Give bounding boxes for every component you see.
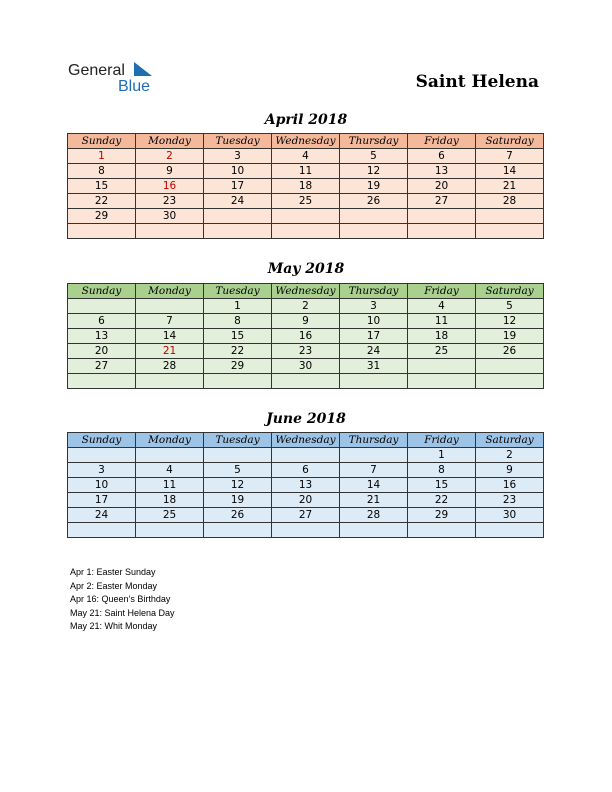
week-row <box>68 493 544 508</box>
day-cell: 10 <box>340 314 408 329</box>
day-cell <box>272 523 340 538</box>
day-cell <box>204 523 272 538</box>
week-row <box>68 448 544 463</box>
day-cell <box>476 224 544 239</box>
day-cell: 26 <box>476 344 544 359</box>
day-cell <box>68 523 136 538</box>
weekday-header: Saturday <box>476 433 544 448</box>
day-cell <box>408 523 476 538</box>
country-title: Saint Helena <box>415 72 539 92</box>
holiday-note: Apr 2: Easter Monday <box>70 580 158 591</box>
day-cell: 20 <box>68 344 136 359</box>
day-cell: 4 <box>272 149 340 164</box>
day-cell: 15 <box>408 478 476 493</box>
day-cell: 15 <box>68 179 136 194</box>
day-cell: 1 <box>68 149 136 164</box>
day-cell <box>272 209 340 224</box>
day-cell: 23 <box>136 194 204 209</box>
day-cell: 16 <box>476 478 544 493</box>
day-cell <box>272 448 340 463</box>
week-row <box>68 179 544 194</box>
week-row <box>68 224 544 239</box>
day-cell: 11 <box>408 314 476 329</box>
day-cell: 24 <box>204 194 272 209</box>
day-cell: 23 <box>476 493 544 508</box>
day-cell <box>204 374 272 389</box>
holiday-note: May 21: Whit Monday <box>70 621 158 632</box>
day-cell: 27 <box>68 359 136 374</box>
day-cell: 16 <box>272 329 340 344</box>
day-cell: 28 <box>136 359 204 374</box>
weekday-header: Monday <box>136 134 204 149</box>
weekday-header: Thursday <box>340 284 408 299</box>
day-cell: 22 <box>68 194 136 209</box>
day-cell: 21 <box>340 493 408 508</box>
week-row <box>68 359 544 374</box>
day-cell: 9 <box>476 463 544 478</box>
day-cell <box>272 224 340 239</box>
weekday-header: Thursday <box>340 134 408 149</box>
week-row <box>68 344 544 359</box>
day-cell <box>68 448 136 463</box>
logo <box>68 62 168 96</box>
day-cell: 21 <box>476 179 544 194</box>
day-cell <box>476 359 544 374</box>
day-cell: 26 <box>204 508 272 523</box>
day-cell <box>408 359 476 374</box>
day-cell: 5 <box>204 463 272 478</box>
day-cell: 4 <box>408 299 476 314</box>
weekday-header: Saturday <box>476 134 544 149</box>
day-cell: 29 <box>204 359 272 374</box>
day-cell: 3 <box>68 463 136 478</box>
week-row <box>68 374 544 389</box>
day-cell: 6 <box>272 463 340 478</box>
day-cell: 13 <box>272 478 340 493</box>
calendar-june <box>67 432 544 538</box>
holiday-note: Apr 1: Easter Sunday <box>70 567 156 577</box>
day-cell: 16 <box>136 179 204 194</box>
holiday-notes <box>70 566 175 634</box>
day-cell <box>68 224 136 239</box>
day-cell <box>136 299 204 314</box>
month-title-may: May 2018 <box>267 261 345 277</box>
day-cell: 17 <box>340 329 408 344</box>
day-cell <box>204 448 272 463</box>
day-cell <box>340 209 408 224</box>
logo-general-text: General <box>68 62 125 79</box>
holiday-note: Apr 16: Queen’s Birthday <box>70 594 171 605</box>
weekday-header: Monday <box>136 433 204 448</box>
day-cell: 29 <box>408 508 476 523</box>
day-cell: 28 <box>340 508 408 523</box>
week-row <box>68 523 544 538</box>
day-cell: 28 <box>476 194 544 209</box>
day-cell <box>340 448 408 463</box>
day-cell: 17 <box>68 493 136 508</box>
day-cell: 26 <box>340 194 408 209</box>
day-cell: 7 <box>340 463 408 478</box>
week-row <box>68 314 544 329</box>
day-cell: 9 <box>136 164 204 179</box>
weekday-header: Friday <box>408 433 476 448</box>
day-cell: 12 <box>204 478 272 493</box>
day-cell: 22 <box>408 493 476 508</box>
day-cell: 25 <box>408 344 476 359</box>
day-cell <box>136 374 204 389</box>
day-cell: 9 <box>272 314 340 329</box>
weekday-header: Monday <box>136 284 204 299</box>
weekday-header-row <box>68 433 544 448</box>
day-cell: 24 <box>340 344 408 359</box>
week-row <box>68 508 544 523</box>
day-cell: 2 <box>272 299 340 314</box>
day-cell <box>476 209 544 224</box>
day-cell: 10 <box>204 164 272 179</box>
day-cell <box>340 224 408 239</box>
day-cell: 10 <box>68 478 136 493</box>
week-row <box>68 463 544 478</box>
weekday-header: Tuesday <box>204 134 272 149</box>
day-cell <box>476 374 544 389</box>
day-cell: 29 <box>68 209 136 224</box>
day-cell: 19 <box>476 329 544 344</box>
day-cell <box>136 448 204 463</box>
month-title-april: April 2018 <box>264 112 348 128</box>
day-cell: 6 <box>68 314 136 329</box>
day-cell: 27 <box>408 194 476 209</box>
weekday-header: Sunday <box>68 433 136 448</box>
day-cell: 18 <box>136 493 204 508</box>
day-cell: 1 <box>408 448 476 463</box>
day-cell: 12 <box>476 314 544 329</box>
weekday-header: Sunday <box>68 134 136 149</box>
day-cell: 22 <box>204 344 272 359</box>
day-cell: 30 <box>136 209 204 224</box>
day-cell: 8 <box>68 164 136 179</box>
weekday-header-row <box>68 134 544 149</box>
weekday-header: Saturday <box>476 284 544 299</box>
weekday-header: Friday <box>408 284 476 299</box>
day-cell: 2 <box>136 149 204 164</box>
day-cell: 14 <box>340 478 408 493</box>
day-cell: 2 <box>476 448 544 463</box>
weekday-header: Sunday <box>68 284 136 299</box>
day-cell: 11 <box>136 478 204 493</box>
day-cell: 6 <box>408 149 476 164</box>
logo-flag-icon <box>134 62 154 78</box>
day-cell: 8 <box>408 463 476 478</box>
calendar-may <box>67 283 544 389</box>
day-cell: 19 <box>204 493 272 508</box>
day-cell: 25 <box>136 508 204 523</box>
day-cell: 14 <box>136 329 204 344</box>
week-row <box>68 478 544 493</box>
day-cell: 3 <box>204 149 272 164</box>
day-cell: 30 <box>272 359 340 374</box>
day-cell <box>476 523 544 538</box>
day-cell: 13 <box>68 329 136 344</box>
day-cell <box>204 209 272 224</box>
week-row <box>68 164 544 179</box>
week-row <box>68 209 544 224</box>
day-cell: 30 <box>476 508 544 523</box>
weekday-header: Friday <box>408 134 476 149</box>
logo-blue-text: Blue <box>118 78 151 95</box>
week-row <box>68 299 544 314</box>
week-row <box>68 194 544 209</box>
week-row <box>68 329 544 344</box>
day-cell <box>272 374 340 389</box>
holiday-note: May 21: Saint Helena Day <box>70 607 175 618</box>
day-cell: 11 <box>272 164 340 179</box>
day-cell: 13 <box>408 164 476 179</box>
day-cell <box>340 374 408 389</box>
calendar-april <box>67 133 544 239</box>
week-row <box>68 149 544 164</box>
day-cell: 18 <box>272 179 340 194</box>
day-cell: 14 <box>476 164 544 179</box>
weekday-header-row <box>68 284 544 299</box>
day-cell: 19 <box>340 179 408 194</box>
day-cell: 7 <box>476 149 544 164</box>
day-cell <box>68 374 136 389</box>
day-cell <box>340 523 408 538</box>
day-cell: 31 <box>340 359 408 374</box>
day-cell: 27 <box>272 508 340 523</box>
day-cell <box>204 224 272 239</box>
weekday-header: Wednesday <box>272 284 340 299</box>
day-cell: 15 <box>204 329 272 344</box>
day-cell <box>68 299 136 314</box>
day-cell: 1 <box>204 299 272 314</box>
day-cell <box>136 523 204 538</box>
day-cell: 20 <box>272 493 340 508</box>
weekday-header: Tuesday <box>204 433 272 448</box>
weekday-header: Wednesday <box>272 134 340 149</box>
day-cell: 8 <box>204 314 272 329</box>
day-cell: 4 <box>136 463 204 478</box>
day-cell: 12 <box>340 164 408 179</box>
day-cell: 7 <box>136 314 204 329</box>
day-cell <box>136 224 204 239</box>
day-cell <box>408 374 476 389</box>
day-cell: 3 <box>340 299 408 314</box>
day-cell: 23 <box>272 344 340 359</box>
day-cell: 20 <box>408 179 476 194</box>
weekday-header: Wednesday <box>272 433 340 448</box>
day-cell: 21 <box>136 344 204 359</box>
weekday-header: Thursday <box>340 433 408 448</box>
weekday-header: Tuesday <box>204 284 272 299</box>
month-title-june: June 2018 <box>266 411 346 427</box>
day-cell: 18 <box>408 329 476 344</box>
day-cell <box>408 224 476 239</box>
day-cell: 25 <box>272 194 340 209</box>
day-cell: 24 <box>68 508 136 523</box>
day-cell: 17 <box>204 179 272 194</box>
day-cell <box>408 209 476 224</box>
day-cell: 5 <box>476 299 544 314</box>
day-cell: 5 <box>340 149 408 164</box>
